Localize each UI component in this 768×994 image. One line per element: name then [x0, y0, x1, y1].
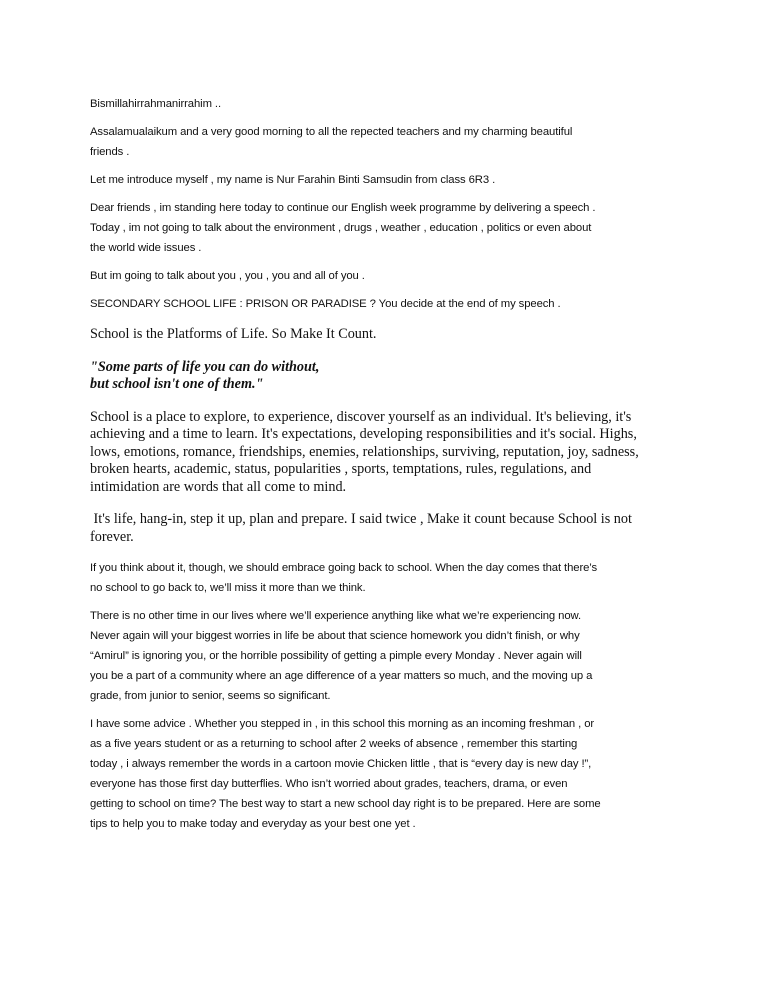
- explore-line-1: School is a place to explore, to experience, discover yourself as an individual. It's believing, it's: [90, 408, 632, 425]
- no-other-time-line-3: “Amirul” is ignoring you, or the horrible possibility of getting a pimple every Monday . Never again will: [90, 650, 582, 662]
- explore-line-5: intimidation are words that all come to mind.: [90, 478, 347, 495]
- purpose-line-2: Today , im not going to talk about the environment , drugs , weather , education , politics or even about: [90, 222, 592, 234]
- no-other-time-line-4: you be a part of a community where an age difference of a year matters so much, and the moving up a: [90, 670, 593, 682]
- embrace-line-2: no school to go back to, we’ll miss it more than we think.: [90, 582, 366, 594]
- explore-paragraph: [90, 409, 684, 497]
- explore-line-4: broken hearts, academic, status, popularities , sports, temptations, rules, regulations, and: [90, 461, 592, 477]
- life-line-2: forever.: [90, 528, 134, 545]
- purpose-line-3: the world wide issues .: [90, 242, 202, 254]
- no-other-time-line-2: Never again will your biggest worries in life be about that science homework you didn’t finish, or why: [90, 630, 580, 642]
- quote-line-1: "Some parts of life you can do without,: [90, 358, 320, 375]
- quote-line-2: but school isn't one of them.": [90, 376, 264, 392]
- speech-title-line: SECONDARY SCHOOL LIFE : PRISON OR PARADISE ? You decide at the end of my speech .: [90, 298, 561, 310]
- salam-line-2: friends .: [90, 146, 130, 158]
- embrace-paragraph: [90, 558, 684, 598]
- advice-paragraph: [90, 714, 684, 834]
- intro-paragraph: [90, 170, 684, 190]
- explore-line-2: achieving and a time to learn. It's expectations, developing responsibilities and it's social. Highs,: [90, 426, 637, 442]
- life-line-1: It's life, hang-in, step it up, plan and prepare. I said twice , Make it count because School is not: [90, 511, 632, 527]
- purpose-paragraph: [90, 198, 684, 258]
- salam-paragraph: [90, 122, 684, 162]
- no-other-time-line-1: There is no other time in our lives where we’ll experience anything like what we’re experiencing now.: [90, 610, 581, 622]
- life-paragraph: [90, 511, 684, 546]
- platform-line: School is the Platforms of Life. So Make It Count.: [90, 326, 377, 342]
- greeting-paragraph: [90, 94, 684, 114]
- speech-title-paragraph: [90, 294, 684, 314]
- salam-line-1: Assalamualaikum and a very good morning to all the repected teachers and my charming beautiful: [90, 126, 573, 138]
- advice-line-4: everyone has those first day butterflies. Who isn’t worried about grades, teachers, drama, or even: [90, 778, 568, 790]
- explore-line-3: lows, emotions, romance, friendships, enemies, relationships, surviving, reputation, joy, sadness,: [90, 443, 639, 460]
- purpose-line-1: Dear friends , im standing here today to continue our English week programme by delivering a speech .: [90, 202, 596, 214]
- advice-line-1: I have some advice . Whether you stepped in , in this school this morning as an incoming freshman , or: [90, 718, 595, 730]
- embrace-line-1: If you think about it, though, we should embrace going back to school. When the day comes that there’s: [90, 562, 598, 574]
- topic-you-paragraph: [90, 266, 684, 286]
- greeting-line: Bismillahirrahmanirrahim ..: [90, 98, 222, 110]
- no-other-time-paragraph: [90, 606, 684, 706]
- advice-line-6: tips to help you to make today and everyday as your best one yet .: [90, 818, 416, 830]
- advice-line-2: as a five years student or as a returning to school after 2 weeks of absence , remember this starting: [90, 738, 578, 750]
- advice-line-3: today , i always remember the words in a cartoon movie Chicken little , that is “every day is new day !”,: [90, 758, 592, 770]
- topic-you-line: But im going to talk about you , you , you and all of you .: [90, 270, 365, 282]
- document-page: [90, 94, 684, 842]
- advice-line-5: getting to school on time? The best way to start a new school day right is to be prepared. Here are some: [90, 798, 601, 810]
- platform-heading: [90, 326, 684, 344]
- no-other-time-line-5: grade, from junior to senior, seems so significant.: [90, 690, 331, 702]
- intro-line: Let me introduce myself , my name is Nur Farahin Binti Samsudin from class 6R3 .: [90, 174, 496, 186]
- quote-paragraph: [90, 359, 684, 394]
